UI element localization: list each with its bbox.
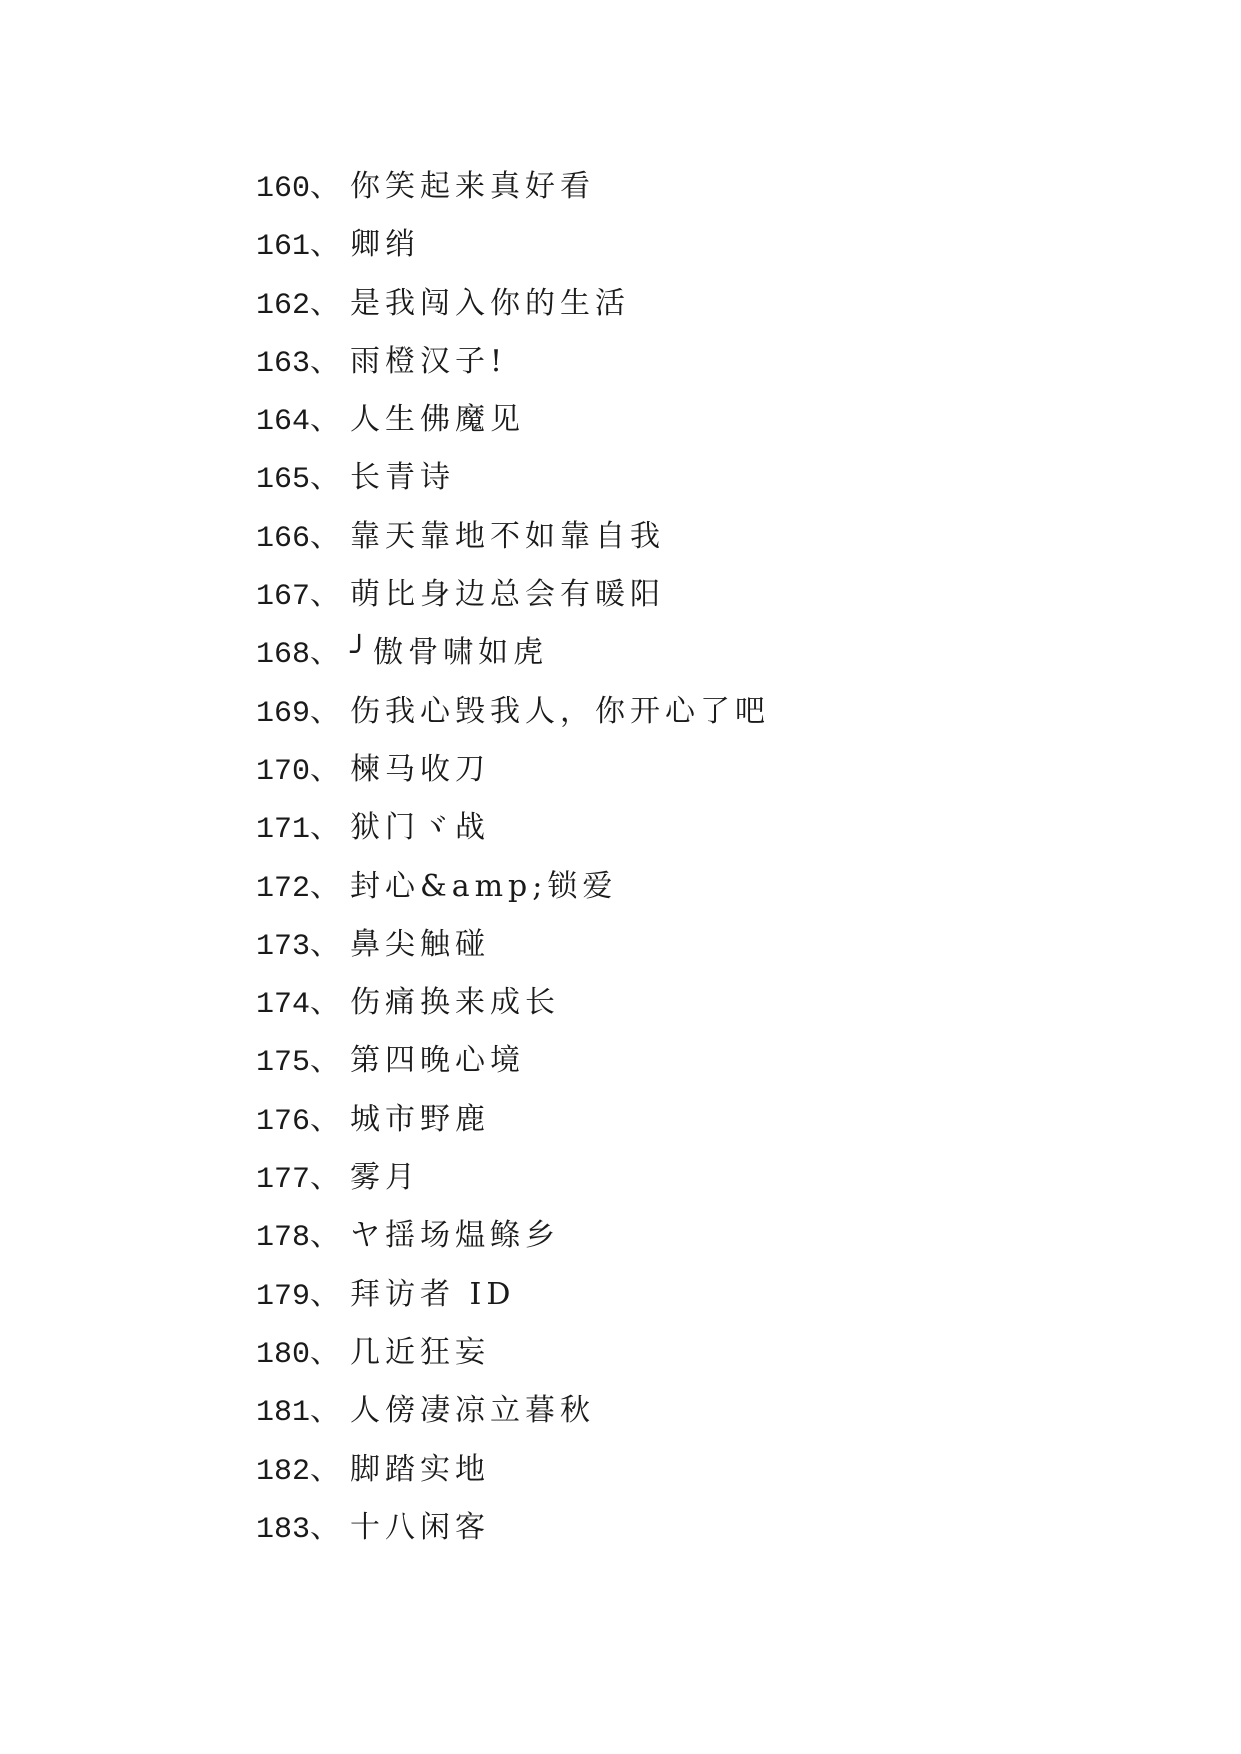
entry-separator: 、 [310, 693, 341, 729]
list-item [256, 1207, 770, 1265]
list-item [256, 683, 770, 741]
list-item [256, 1149, 770, 1207]
list-item [256, 508, 770, 566]
entry-number: 165 [256, 463, 311, 498]
entry-text: ╯傲骨啸如虎 [350, 635, 549, 671]
entry-text: 长青诗 [350, 460, 456, 496]
list-item [256, 1032, 770, 1090]
entry-separator: 、 [310, 227, 341, 263]
entry-text: 萌比身边总会有暖阳 [350, 577, 666, 613]
list-item [256, 566, 770, 624]
entry-separator: 、 [310, 635, 341, 671]
entry-number: 174 [256, 988, 311, 1023]
entry-separator: 、 [310, 1451, 341, 1487]
entry-number: 167 [256, 580, 311, 615]
entry-number: 168 [256, 638, 311, 673]
entry-text: 城市野鹿 [350, 1101, 491, 1137]
list-item [256, 916, 770, 974]
entry-text: 人傍凄凉立暮秋 [350, 1393, 596, 1429]
entry-number: 166 [256, 521, 311, 556]
list-item [256, 449, 770, 507]
list-item [256, 275, 770, 333]
entry-separator: 、 [310, 169, 341, 204]
entry-text: 是我闯入你的生活 [350, 285, 631, 321]
list-item [256, 1324, 770, 1382]
entry-text: 人生佛魔见 [350, 402, 526, 438]
entry-text: 十八闲客 [350, 1509, 491, 1545]
entry-text: 伤我心毁我人，你开心了吧 [350, 693, 771, 729]
entry-number: 169 [256, 696, 311, 731]
entry-text: 你笑起来真好看 [350, 169, 596, 204]
entry-separator: 、 [310, 1160, 341, 1196]
entry-separator: 、 [310, 1393, 341, 1429]
entry-separator: 、 [310, 402, 341, 438]
entry-number: 179 [256, 1279, 311, 1314]
entry-number: 170 [256, 754, 311, 789]
list-item [256, 158, 770, 216]
entry-number: 161 [256, 230, 311, 265]
list-item [256, 741, 770, 799]
entry-text: ヤ揺场煴鲦乡 [350, 1218, 561, 1254]
entry-number: 162 [256, 288, 311, 323]
entry-text: 鼻尖触碰 [350, 926, 491, 962]
list-item [256, 1499, 770, 1557]
entry-number: 172 [256, 871, 311, 906]
entry-separator: 、 [310, 985, 341, 1021]
entry-number: 181 [256, 1396, 311, 1431]
list-item [256, 974, 770, 1032]
entry-separator: 、 [310, 1218, 341, 1254]
list-item [256, 799, 770, 857]
entry-number: 173 [256, 929, 311, 964]
entry-number: 164 [256, 405, 311, 440]
entry-separator: 、 [310, 751, 341, 787]
list-item [256, 624, 770, 682]
entry-text: 狱门ヾ战 [350, 810, 491, 846]
list-item [256, 333, 770, 391]
entry-number: 160 [256, 172, 311, 206]
entry-text: 靠天靠地不如靠自我 [350, 518, 666, 554]
entry-text: 封心&amp;锁爱 [350, 868, 618, 904]
entry-number: 180 [256, 1337, 311, 1372]
list-item [256, 391, 770, 449]
entry-number: 175 [256, 1046, 311, 1081]
entry-text: 第四晚心境 [350, 1043, 526, 1079]
entry-separator: 、 [310, 460, 341, 496]
entry-separator: 、 [310, 1101, 341, 1137]
entry-separator: 、 [310, 343, 341, 379]
entry-number: 171 [256, 813, 311, 848]
entry-number: 183 [256, 1512, 311, 1547]
entry-separator: 、 [310, 810, 341, 846]
entry-separator: 、 [310, 1334, 341, 1370]
list-item [256, 1441, 770, 1499]
list-item [256, 858, 770, 916]
entry-separator: 、 [310, 868, 341, 904]
entry-text: 卿绡 [350, 227, 421, 263]
list-item [256, 216, 770, 274]
entry-number: 176 [256, 1104, 311, 1139]
entry-text: 楝马收刀 [350, 751, 491, 787]
entry-number: 177 [256, 1163, 311, 1198]
entry-text: 脚踏实地 [350, 1451, 491, 1487]
entry-number: 178 [256, 1221, 311, 1256]
list-item [256, 1266, 770, 1324]
entry-text: 拜访者 ID [350, 1276, 516, 1312]
entry-separator: 、 [310, 1509, 341, 1545]
entry-text: 伤痛换来成长 [350, 985, 561, 1021]
list-item [256, 1091, 770, 1149]
entry-separator: 、 [310, 285, 341, 321]
entry-separator: 、 [310, 577, 341, 613]
entry-separator: 、 [310, 926, 341, 962]
entry-separator: 、 [310, 1276, 341, 1312]
entry-separator: 、 [310, 518, 341, 554]
entry-text: 几近狂妄 [350, 1334, 491, 1370]
entry-text: 雨橙汉子! [350, 343, 508, 379]
list-item [256, 1382, 770, 1440]
entry-separator: 、 [310, 1043, 341, 1079]
entry-text: 雾月 [350, 1160, 421, 1196]
entry-number: 163 [256, 346, 311, 381]
entry-number: 182 [256, 1454, 311, 1489]
entry-list [256, 158, 770, 1557]
